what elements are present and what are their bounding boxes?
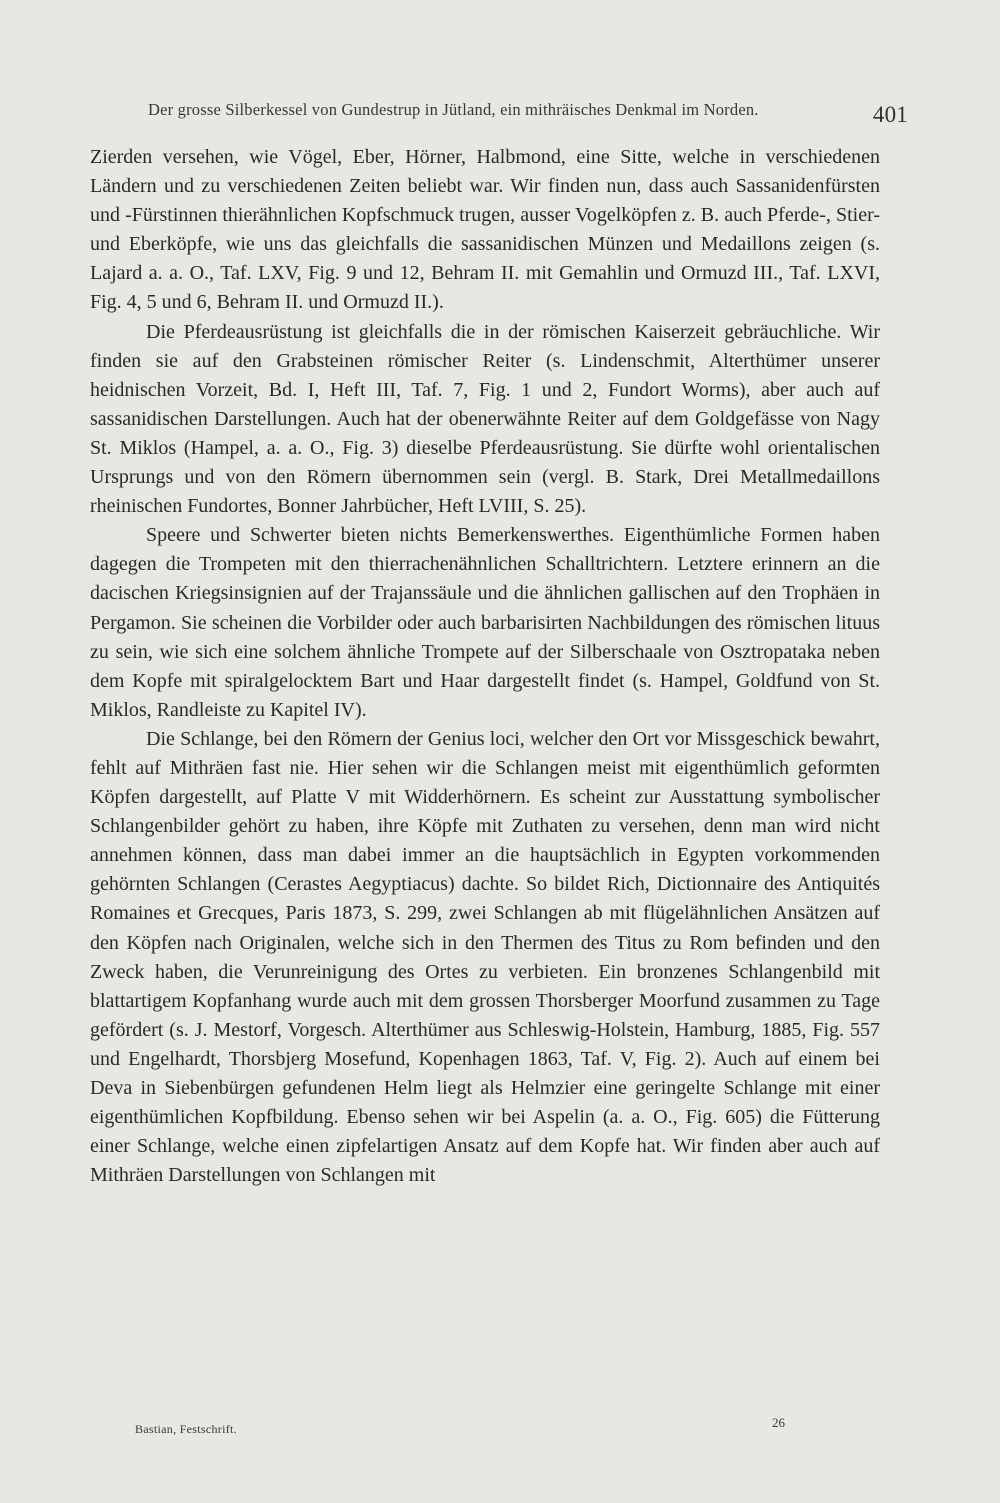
paragraph-3: Speere und Schwerter bieten nichts Bemerkenswerthes. Eigenthümliche Formen haben dagegen die Trompeten mit den thierrachenähnlichen Schalltrichtern. Letztere erinnern an die dacischen Kriegsinsignien auf der Trajanssäule und die ähnlichen gallischen auf den Trophäen in Pergamon. Sie scheinen die Vorbilder oder auch barbarisirten Nachbildungen des römischen lituus zu sein, wie sich eine solchem ähnliche Trompete auf der Silberschaale von Osztropataka neben dem Kopfe mit spiralgelocktem Bart und Haar dargestellt findet (s. Hampel, Goldfund von St. Miklos, Randleiste zu Kapitel IV). — [90, 524, 880, 721]
signature-mark: Bastian, Festschrift. — [135, 1422, 237, 1436]
running-header — [148, 100, 908, 127]
main-text — [90, 143, 880, 1190]
sheet-number: 26 — [772, 1415, 785, 1430]
paragraph-4: Die Schlange, bei den Römern der Genius loci, welcher den Ort vor Missgeschick bewahrt, fehlt auf Mithräen fast nie. Hier sehen wir die Schlangen meist mit eigenthümlich geformten Köpfen dargestellt, auf Platte V mit Widderhörnern. Es scheint zur Ausstattung symbolischer Schlangenbilder gehört zu haben, ihre Köpfe mit Zuthaten zu versehen, denn man wird nicht annehmen können, dass man dabei immer an die hauptsächlich in Egypten vorkommenden gehörnten Schlangen (Cerastes Aegyptiacus) dachte. So bildet Rich, Dictionnaire des Antiquités Romaines et Grecques, Paris 1873, S. 299, zwei Schlangen ab mit flügelähnlichen Ansätzen auf den Köpfen nach Originalen, welche sich in den Thermen des Titus zu Rom befinden und den Zweck haben, die Verunreinigung des Ortes zu verbieten. Ein bronzenes Schlangenbild mit blattartigem Kopfanhang wurde auch mit dem grossen Thorsberger Moorfund zusammen zu Tage gefördert (s. J. Mestorf, Vorgesch. Alterthümer aus Schleswig-Holstein, Hamburg, 1885, Fig. 557 und Engelhardt, Thorsbjerg Mosefund, Kopenhagen 1863, Taf. V, Fig. 2). Auch auf einem bei Deva in Siebenbürgen gefundenen Helm liegt als Helmzier eine geringelte Schlange mit einer eigenthümlichen Kopfbildung. Ebenso sehen wir bei Aspelin (a. a. O., Fig. 605) die Fütterung einer Schlange, welche einen zipfelartigen Ansatz auf dem Kopfe hat. Wir finden aber auch auf Mithräen Darstellungen von Schlangen mit — [90, 727, 880, 1187]
running-title: Der grosse Silberkessel von Gundestrup in Jütland, ein mithräisches Denkmal im Norden. — [148, 100, 759, 119]
page-number: 401 — [872, 102, 908, 127]
paragraph-1: Zierden versehen, wie Vögel, Eber, Hörner, Halbmond, eine Sitte, welche in verschiedenen Ländern und zu verschiedenen Zeiten beliebt war. Wir finden nun, dass auch Sassanidenfürsten und -Fürstinnen thierähnlichen Kopfschmuck trugen, ausser Vogelköpfen z. B. auch Pferde-, Stier- und Eberköpfe, wie uns das gleichfalls die sassanidischen Münzen und Medaillons zeigen (s. Lajard a. a. O., Taf. LXV, Fig. 9 und 12, Behram II. mit Gemahlin und Ormuzd III., Taf. LXVI, Fig. 4, 5 und 6, Behram II. und Ormuzd II.). — [90, 146, 880, 314]
paragraph-2: Die Pferdeausrüstung ist gleichfalls die in der römischen Kaiserzeit gebräuchliche. Wir finden sie auf den Grabsteinen römischer Reiter (s. Lindenschmit, Alterthümer unserer heidnischen Vorzeit, Bd. I, Heft III, Taf. 7, Fig. 1 und 2, Fundort Worms), aber auch auf sassanidischen Darstellungen. Auch hat der obenerwähnte Reiter auf dem Goldgefässe von Nagy St. Miklos (Hampel, a. a. O., Fig. 3) dieselbe Pferdeausrüstung. Sie dürfte wohl orientalischen Ursprungs und von den Römern übernommen sein (vergl. B. Stark, Drei Metallmedaillons rheinischen Fundortes, Bonner Jahrbücher, Heft LVIII, S. 25). — [90, 320, 880, 518]
